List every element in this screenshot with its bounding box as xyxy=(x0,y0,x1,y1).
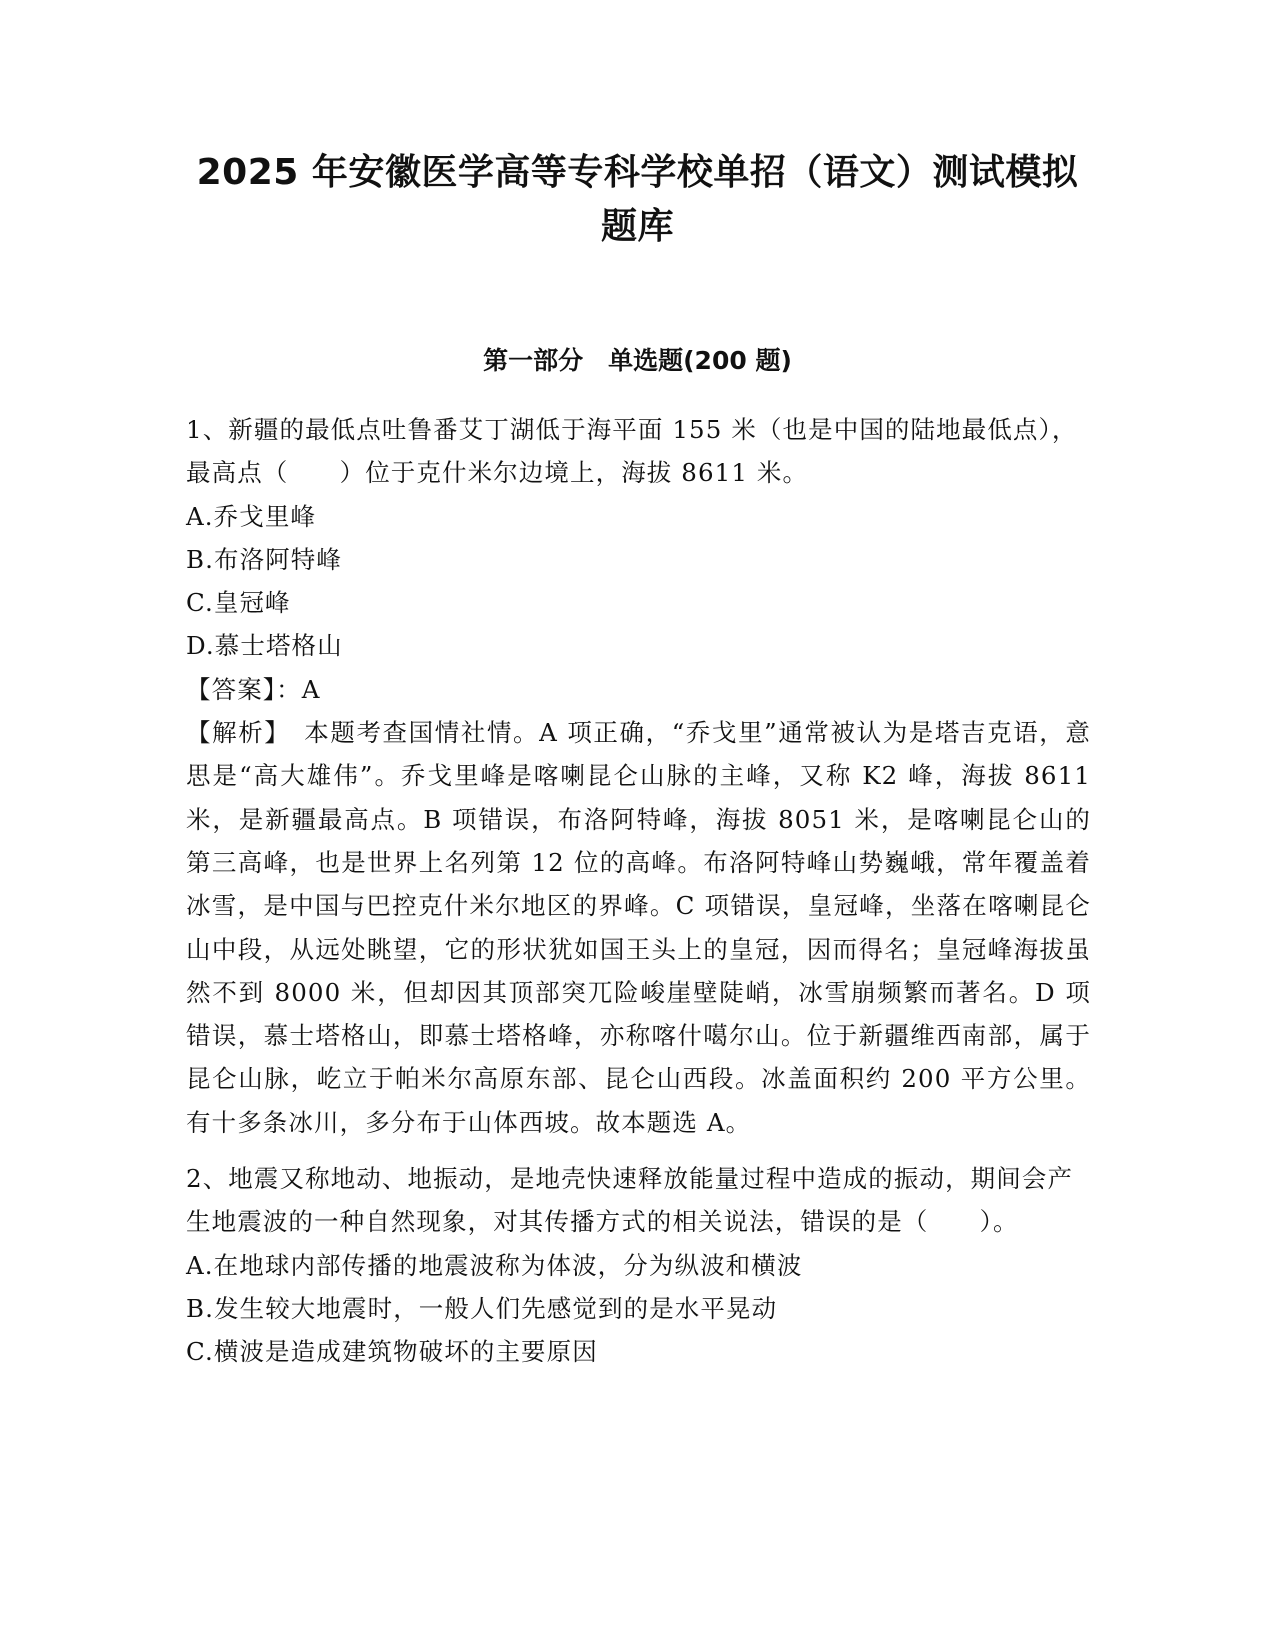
question-2 xyxy=(186,1157,1091,1373)
section-heading: 第一部分 单选题(200 题) xyxy=(483,346,792,375)
option-b: B.发生较大地震时，一般人们先感觉到的是水平晃动 xyxy=(186,1293,778,1323)
option-a: A.在地球内部传播的地震波称为体波，分为纵波和横波 xyxy=(186,1250,803,1280)
analysis: 【解析】 本题考查国情社情。A 项正确，“乔戈里”通常被认为是塔吉克语，意思是“高大雄伟”。乔戈里峰是喀喇昆仑山脉的主峰，又称 K2 峰，海拔 8611 米，是新疆最高点。B 项错误，布洛阿特峰，海拔 8051 米，是喀喇昆仑山的第三高峰，也是世界上名列第 12 位的高峰。布洛阿特峰山势巍峨，常年覆盖着冰雪，是中国与巴控克什米尔地区的界峰。C 项错误，皇冠峰，坐落在喀喇昆仑山中段，从远处眺望，它的形状犹如国王头上的皇冠，因而得名；皇冠峰海拔虽然不到 8000 米，但却因其顶部突兀险峻崖壁陡峭，冰雪崩频繁而著名。D 项错误，慕士塔格山，即慕士塔格峰，亦称喀什噶尔山。位于新疆维西南部，属于昆仑山脉，屹立于帕米尔高原东部、昆仑山西段。冰盖面积约 200 平方公里。有十多条冰川，多分布于山体西坡。故本题选 A。 xyxy=(186,718,1091,1137)
document-title: 2025 年安徽医学高等专科学校单招（语文）测试模拟题库 xyxy=(196,152,1079,247)
option-c: C.皇冠峰 xyxy=(186,588,291,618)
question-stem: 2、地震又称地动、地振动，是地壳快速释放能量过程中造成的振动，期间会产生地震波的一种自然现象，对其传播方式的相关说法，错误的是（ ）。 xyxy=(186,1164,1074,1237)
option-a: A.乔戈里峰 xyxy=(186,501,317,531)
question-list xyxy=(186,408,1091,1387)
question-1 xyxy=(186,408,1091,1144)
answer: 【答案】：A xyxy=(186,674,321,704)
option-c: C.横波是造成建筑物破坏的主要原因 xyxy=(186,1337,598,1367)
option-d: D.慕士塔格山 xyxy=(186,631,343,661)
option-b: B.布洛阿特峰 xyxy=(186,544,342,574)
question-stem: 1、新疆的最低点吐鲁番艾丁湖低于海平面 155 米（也是中国的陆地最低点），最高点（ ）位于克什米尔边境上，海拔 8611 米。 xyxy=(186,415,1078,488)
